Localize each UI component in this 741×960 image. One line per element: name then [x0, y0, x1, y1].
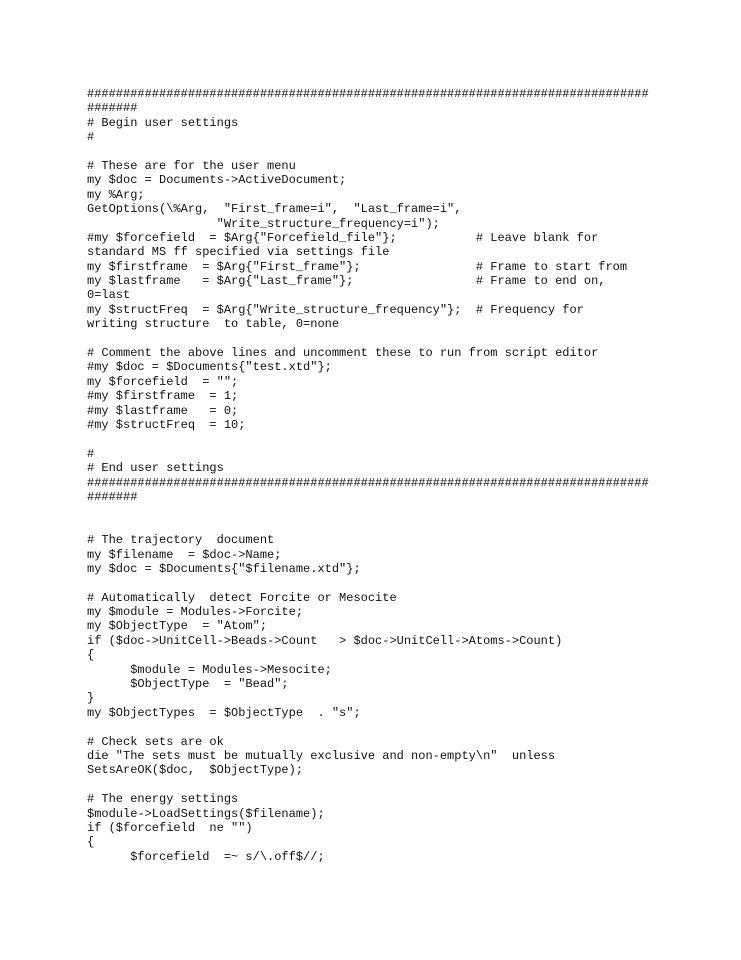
code-line: # Automatically detect Forcite or Mesocite	[87, 590, 397, 605]
code-listing	[87, 87, 707, 864]
code-line: {	[87, 835, 95, 850]
code-line: SetsAreOK($doc, $ObjectType);	[87, 763, 304, 778]
code-line: $forcefield =~ s/\.off$//;	[87, 849, 325, 864]
code-line: my $structFreq = $Arg{"Write_structure_frequency"}; # Frequency for	[87, 302, 584, 317]
code-line: #######	[87, 489, 138, 504]
code-line: #my $forcefield = $Arg{"Forcefield_file"}; # Leave blank for	[87, 230, 599, 245]
code-line: $module->LoadSettings($filename);	[87, 806, 325, 821]
code-line: my $forcefield = "";	[87, 374, 239, 389]
code-line	[87, 720, 707, 734]
code-line: $module = Modules->Mesocite;	[87, 662, 332, 677]
code-line: #	[87, 130, 95, 145]
code-line: }	[87, 691, 95, 706]
code-line: # Check sets are ok	[87, 734, 224, 749]
code-line: ##############################################################################	[87, 87, 649, 101]
code-line	[87, 576, 707, 590]
code-line: my $doc = Documents->ActiveDocument;	[87, 173, 347, 188]
code-line: my $lastframe = $Arg{"Last_frame"}; # Frame to end on,	[87, 274, 606, 289]
code-line	[87, 519, 707, 533]
code-line: "Write_structure_frequency=i");	[87, 216, 440, 231]
code-line: die "The sets must be mutually exclusive and non-empty\n" unless	[87, 748, 556, 763]
code-line: #######	[87, 101, 138, 116]
code-line: if ($forcefield ne "")	[87, 820, 253, 835]
code-line: standard MS ff specified via settings file	[87, 245, 390, 260]
code-line	[87, 778, 707, 792]
code-line	[87, 145, 707, 159]
code-line: # The energy settings	[87, 792, 239, 807]
code-line: writing structure to table, 0=none	[87, 317, 340, 332]
code-line: # End user settings	[87, 461, 224, 476]
code-line: my $filename = $doc->Name;	[87, 547, 282, 562]
code-line: 0=last	[87, 288, 131, 303]
code-line: my $doc = $Documents{"$filename.xtd"};	[87, 561, 361, 576]
code-line: ##############################################################################	[87, 475, 649, 490]
code-line	[87, 432, 707, 446]
code-line: if ($doc->UnitCell->Beads->Count > $doc->UnitCell->Atoms->Count)	[87, 633, 563, 648]
code-line: # The trajectory document	[87, 533, 275, 548]
code-line: my $firstframe = $Arg{"First_frame"}; # Frame to start from	[87, 259, 628, 274]
code-line: $ObjectType = "Bead";	[87, 677, 289, 692]
code-line: my $ObjectType = "Atom";	[87, 619, 268, 634]
code-line: my %Arg;	[87, 187, 145, 202]
code-line	[87, 332, 707, 346]
code-line: # Begin user settings	[87, 115, 239, 130]
code-line	[87, 504, 707, 518]
code-line: #my $lastframe = 0;	[87, 403, 239, 418]
code-line: GetOptions(\%Arg, "First_frame=i", "Last_frame=i",	[87, 202, 462, 217]
code-line: my $module = Modules->Forcite;	[87, 605, 304, 620]
code-line: # These are for the user menu	[87, 158, 296, 173]
code-line: #my $doc = $Documents{"test.xtd"};	[87, 360, 332, 375]
code-line: #	[87, 446, 95, 461]
code-line: my $ObjectTypes = $ObjectType . "s";	[87, 705, 361, 720]
code-line: #my $structFreq = 10;	[87, 417, 246, 432]
code-line: {	[87, 648, 95, 663]
code-line: #my $firstframe = 1;	[87, 389, 239, 404]
code-line: # Comment the above lines and uncomment these to run from script editor	[87, 346, 599, 361]
